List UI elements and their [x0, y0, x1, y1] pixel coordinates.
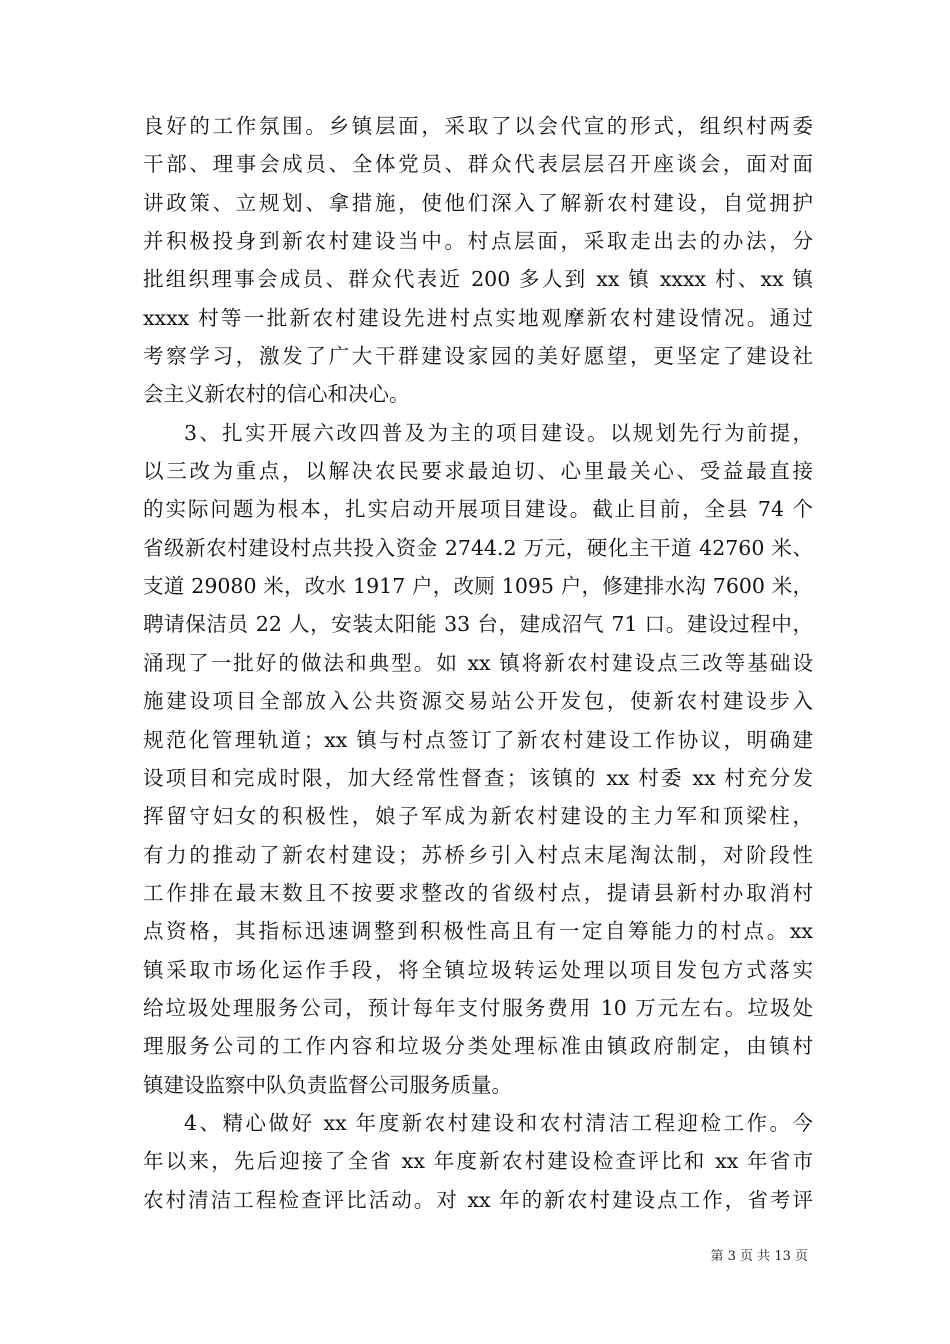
text-line: 涌现了一批好的做法和典型。如 xx 镇将新农村建设点三改等基础设: [143, 650, 813, 675]
text-line: 农村清洁工程检查评比活动。对 xx 年的新农村建设点工作，省考评: [143, 1187, 813, 1212]
text-line: 镇采取市场化运作手段，将全镇垃圾转运处理以项目发包方式落实: [143, 957, 813, 982]
text-line: 年以来，先后迎接了全省 xx 年度新农村建设检查评比和 xx 年省市: [143, 1149, 813, 1174]
text-line: 施建设项目全部放入公共资源交易站公开发包，使新农村建设步入: [143, 689, 813, 714]
text-line: 的实际问题为根本，扎实启动开展项目建设。截止目前，全县 74 个: [143, 497, 813, 522]
text-line: 会主义新农村的信心和决心。: [143, 382, 410, 407]
text-line: 给垃圾处理服务公司，预计每年支付服务费用 10 万元左右。垃圾处: [143, 995, 813, 1020]
text-line: 并积极投身到新农村建设当中。村点层面，采取走出去的办法，分: [143, 229, 813, 254]
text-line: 省级新农村建设村点共投入资金 2744.2 万元，硬化主干道 42760 米、: [143, 535, 813, 560]
page-number-footer: 第 3 页 共 13 页: [710, 1249, 808, 1264]
text-line: 良好的工作氛围。乡镇层面，采取了以会代宣的形式，组织村两委: [143, 114, 813, 138]
text-line: 点资格，其指标迅速调整到积极性高且有一定自筹能力的村点。xx: [143, 919, 813, 944]
text-line: 讲政策、立规划、拿措施，使他们深入了解新农村建设，自觉拥护: [143, 190, 813, 215]
text-line: 以三改为重点，以解决农民要求最迫切、心里最关心、受益最直接: [143, 459, 813, 484]
text-line: 设项目和完成时限，加大经常性督查；该镇的 xx 村委 xx 村充分发: [143, 765, 813, 790]
text-line: 镇建设监察中队负责监督公司服务质量。: [143, 1072, 512, 1097]
text-line: 有力的推动了新农村建设；苏桥乡引入村点末尾淘汰制，对阶段性: [143, 842, 813, 867]
text-line: 支道 29080 米，改水 1917 户，改厕 1095 户，修建排水沟 7600 米，: [143, 574, 813, 599]
text-line: 干部、理事会成员、全体党员、群众代表层层召开座谈会，面对面: [143, 152, 813, 177]
text-line: 工作排在最末数且不按要求整改的省级村点，提请县新村办取消村: [143, 880, 813, 905]
text-line: 规范化管理轨道；xx 镇与村点签订了新农村建设工作协议，明确建: [143, 727, 813, 752]
text-line: 理服务公司的工作内容和垃圾分类处理标准由镇政府制定，由镇村: [143, 1034, 813, 1059]
text-line: 3、扎实开展六改四普及为主的项目建设。以规划先行为前提，: [184, 420, 813, 445]
text-line: 考察学习，激发了广大干群建设家园的美好愿望，更坚定了建设社: [143, 344, 813, 369]
text-line: 聘请保洁员 22 人，安装太阳能 33 台，建成沼气 71 口。建设过程中，: [143, 612, 813, 637]
text-line: 挥留守妇女的积极性，娘子军成为新农村建设的主力军和顶梁柱，: [143, 804, 813, 829]
body-text: [143, 107, 813, 1219]
text-line: 4、精心做好 xx 年度新农村建设和农村清洁工程迎检工作。今: [184, 1110, 813, 1135]
text-line: 批组织理事会成员、群众代表近 200 多人到 xx 镇 xxxx 村、xx 镇: [143, 267, 813, 292]
text-line: xxxx 村等一批新农村建设先进村点实地观摩新农村建设情况。通过: [143, 305, 813, 330]
